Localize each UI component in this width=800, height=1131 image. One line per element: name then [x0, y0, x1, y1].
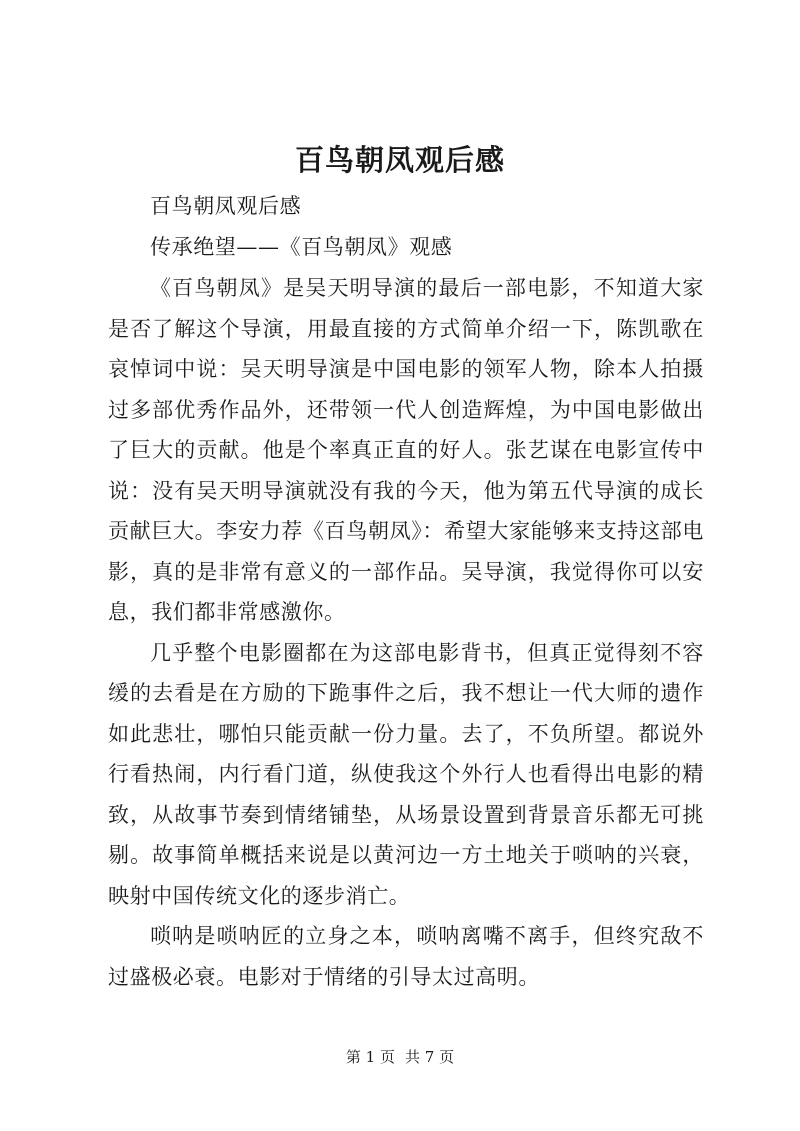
heading-line: 传承绝望——《百鸟朝凤》观感	[150, 235, 453, 259]
paragraph-2: 几乎整个电影圈都在为这部电影背书，但真正觉得刻不容缓的去看是在方励的下跪事件之后，我不想让一代大师的遗作如此悲壮，哪怕只能贡献一份力量。去了，不负所望。都说外行看热闹，内行看门道，纵使我这个外行人也看得出电影的精致，从故事节奏到情绪铺垫，从场景设置到背景音乐都无可挑剔。故事简单概括来说是以黄河边一方土地关于唢呐的兴衰，映射中国传统文化的逐步消亡。	[108, 640, 704, 908]
document-body	[108, 186, 704, 997]
page-number: 第 1 页	[345, 1048, 395, 1066]
page-title: 百鸟朝凤观后感	[294, 143, 505, 177]
paragraph-1: 《百鸟朝凤》是吴天明导演的最后一部电影，不知道大家是否了解这个导演，用最直接的方式简单介绍一下，陈凯歌在哀悼词中说：吴天明导演是中国电影的领军人物，除本人拍摄过多部优秀作品外，还带领一代人创造辉煌，为中国电影做出了巨大的贡献。他是个率真正直的好人。张艺谋在电影宣传中说：没有吴天明导演就没有我的今天，他为第五代导演的成长贡献巨大。李安力荐《百鸟朝凤》：希望大家能够来支持这部电影，真的是非常有意义的一部作品。吴导演，我觉得你可以安息，我们都非常感激你。	[108, 276, 704, 624]
paragraph-3: 唢呐是唢呐匠的立身之本，唢呐离嘴不离手，但终究敌不过盛极必衰。电影对于情绪的引导太过高明。	[108, 924, 704, 989]
page-footer	[0, 1047, 800, 1067]
page-total: 共 7 页	[405, 1048, 455, 1066]
subtitle-line: 百鸟朝凤观后感	[150, 194, 302, 218]
